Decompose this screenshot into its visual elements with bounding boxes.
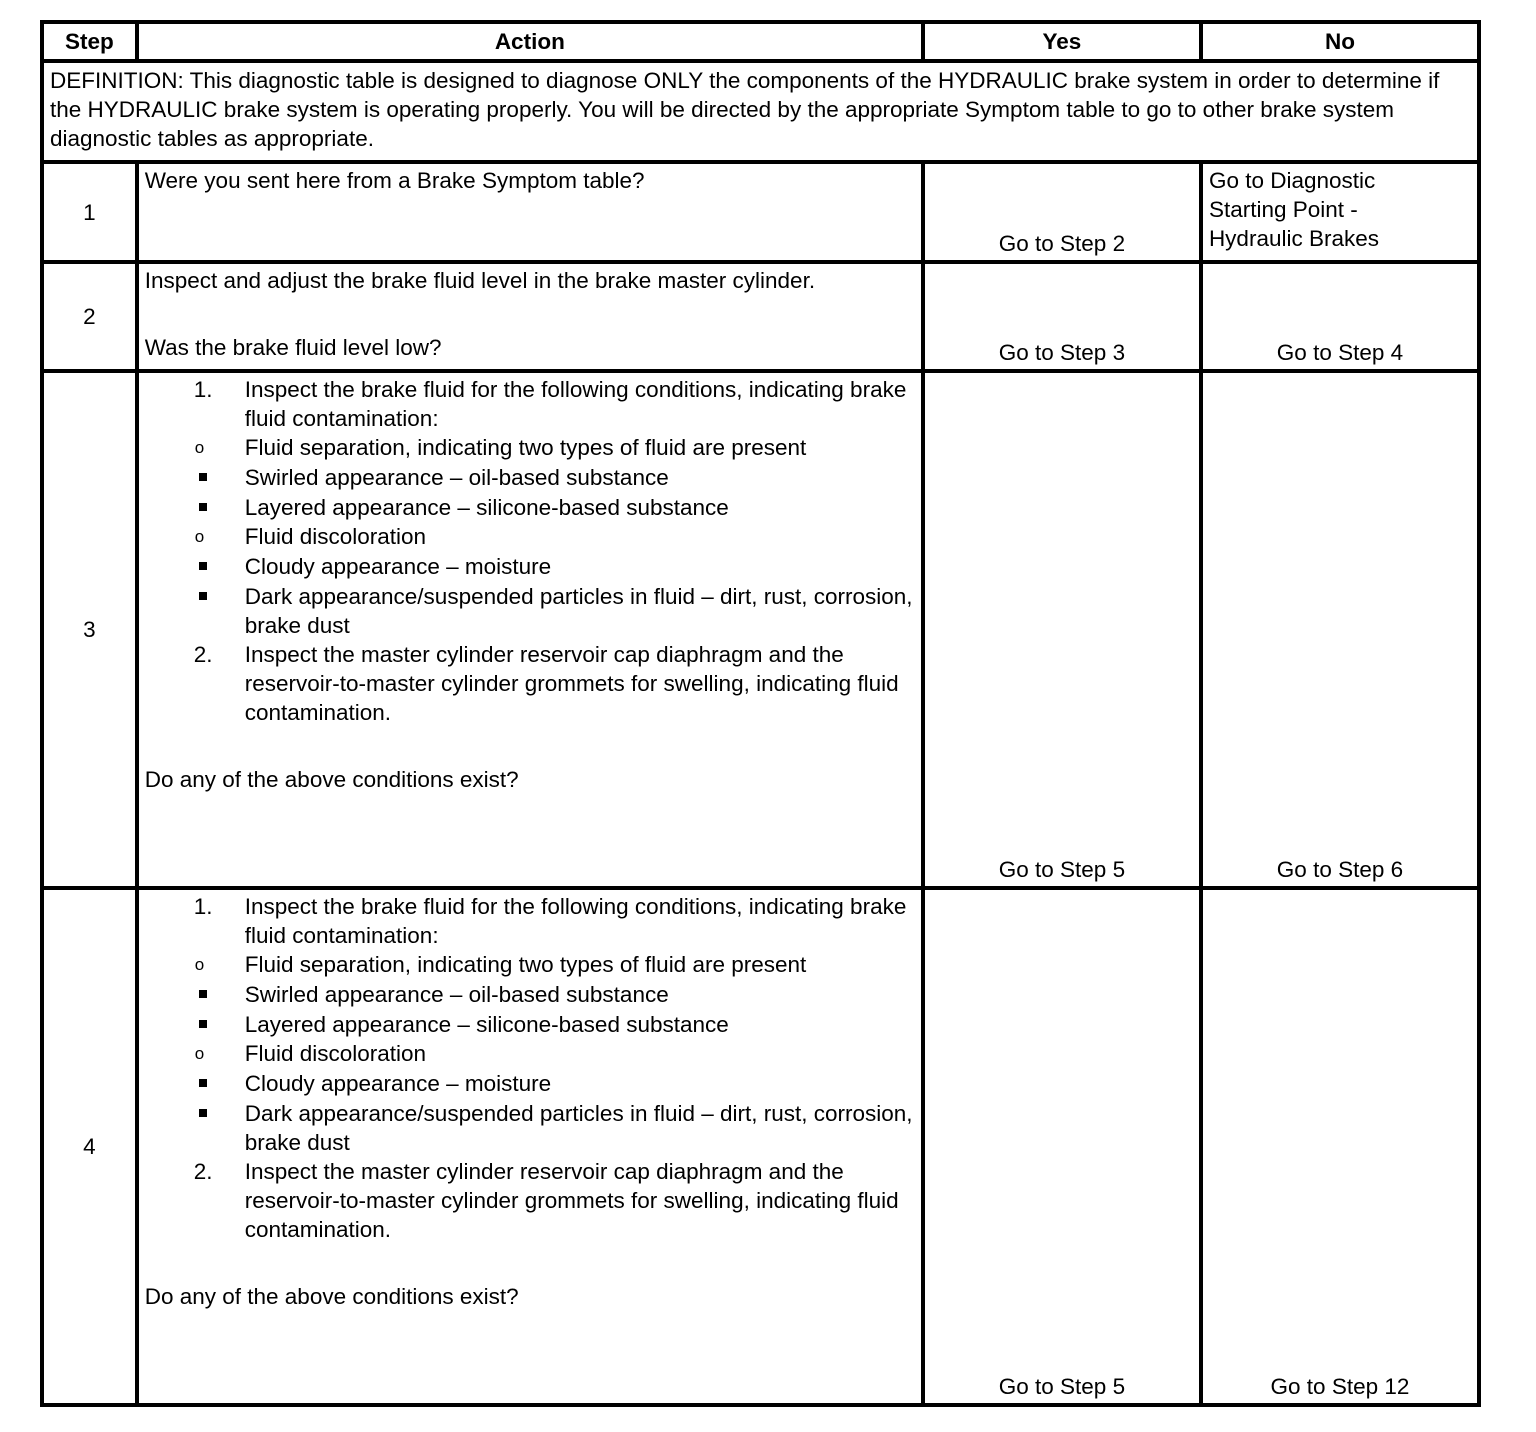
header-row [42,22,1479,61]
question-text: Do any of the above conditions exist? [144,1284,519,1309]
instruction-item [145,640,915,727]
question-text: Do any of the above conditions exist? [144,767,519,792]
condition-text: Fluid separation, indicating two types of fluid are present [244,952,807,977]
instruction-list [145,892,915,1244]
detail-item [145,582,915,640]
header-yes: Yes [923,22,1201,61]
step-number: 2 [42,262,137,371]
no-cell: Go to Step 12 [1201,888,1479,1405]
square-bullet-icon [199,1020,207,1028]
step-number: 3 [42,371,137,888]
detail-item [145,1069,915,1098]
condition-item [145,433,915,522]
yes-cell: Go to Step 2 [923,162,1201,262]
detail-item [145,493,915,522]
circle-bullet-icon: o [194,955,205,974]
step-number: 4 [42,888,137,1405]
table-row [42,262,1479,371]
condition-text: Fluid separation, indicating two types of fluid are present [244,435,807,460]
detail-text: Dark appearance/suspended particles in fluid – dirt, rust, corrosion, brake dust [244,1101,913,1155]
item-number: 1. [193,894,213,919]
no-line: Hydraulic Brakes [1208,226,1379,251]
table-row [42,888,1479,1405]
action-cell [137,162,923,262]
instruction-item [145,375,915,640]
square-bullet-icon [199,1109,207,1117]
item-number: 2. [193,1159,213,1184]
no-line: Go to Diagnostic [1208,168,1376,193]
action-cell [137,262,923,371]
circle-bullet-icon: o [194,438,205,457]
definition-text: DEFINITION: This diagnostic table is designed to diagnose ONLY the components of the HYDRAULIC brake system in order to determine if the HYDRAULIC brake system is operating properly. You will be directed by the appropriate Symptom table to go to other brake system diagnostic tables as appropriate. [42,61,1479,162]
detail-text: Cloudy appearance – moisture [244,554,552,579]
question-text: Was the brake fluid level low? [144,335,442,360]
instruction-item [145,892,915,1157]
condition-text: Fluid discoloration [244,524,427,549]
intro-text: Inspect and adjust the brake fluid level in the brake master cylinder. [144,268,816,293]
yes-cell: Go to Step 5 [923,371,1201,888]
no-cell [1201,162,1479,262]
square-bullet-icon [199,1079,207,1087]
condition-item [145,522,915,640]
action-cell [137,371,923,888]
detail-list [145,552,915,640]
item-text: Inspect the brake fluid for the following conditions, indicating brake fluid contamination: [244,894,907,948]
definition-row [42,61,1479,162]
item-number: 1. [193,377,213,402]
question-text: Were you sent here from a Brake Symptom table? [144,168,645,193]
detail-item [145,463,915,492]
square-bullet-icon [199,990,207,998]
detail-list [145,463,915,522]
condition-item [145,950,915,1039]
header-step: Step [42,22,137,61]
square-bullet-icon [199,562,207,570]
item-text: Inspect the master cylinder reservoir cap diaphragm and the reservoir-to-master cylinder grommets for swelling, indicating fluid contamination. [244,1159,899,1242]
square-bullet-icon [199,473,207,481]
item-text: Inspect the master cylinder reservoir cap diaphragm and the reservoir-to-master cylinder grommets for swelling, indicating fluid contamination. [244,642,899,725]
condition-list [145,433,915,640]
detail-text: Dark appearance/suspended particles in fluid – dirt, rust, corrosion, brake dust [244,584,913,638]
detail-item [145,552,915,581]
table-row [42,371,1479,888]
header-action: Action [137,22,923,61]
item-text: Inspect the brake fluid for the following conditions, indicating brake fluid contamination: [244,377,907,431]
yes-cell: Go to Step 5 [923,888,1201,1405]
condition-list [145,950,915,1157]
no-cell: Go to Step 6 [1201,371,1479,888]
detail-list [145,1069,915,1157]
table-row [42,162,1479,262]
detail-text: Layered appearance – silicone-based substance [244,495,729,520]
no-cell: Go to Step 4 [1201,262,1479,371]
detail-list [145,980,915,1039]
diagnostic-table [40,20,1481,1407]
detail-text: Swirled appearance – oil-based substance [244,982,669,1007]
condition-item [145,1039,915,1157]
detail-text: Layered appearance – silicone-based substance [244,1012,729,1037]
instruction-list [145,375,915,727]
header-no: No [1201,22,1479,61]
action-cell [137,888,923,1405]
detail-item [145,1099,915,1157]
item-number: 2. [193,642,213,667]
detail-item [145,1010,915,1039]
step-number: 1 [42,162,137,262]
circle-bullet-icon: o [194,1044,205,1063]
condition-text: Fluid discoloration [244,1041,427,1066]
circle-bullet-icon: o [194,527,205,546]
yes-cell: Go to Step 3 [923,262,1201,371]
square-bullet-icon [199,592,207,600]
no-line: Starting Point - [1208,197,1358,222]
square-bullet-icon [199,503,207,511]
detail-item [145,980,915,1009]
detail-text: Cloudy appearance – moisture [244,1071,552,1096]
instruction-item [145,1157,915,1244]
detail-text: Swirled appearance – oil-based substance [244,465,669,490]
